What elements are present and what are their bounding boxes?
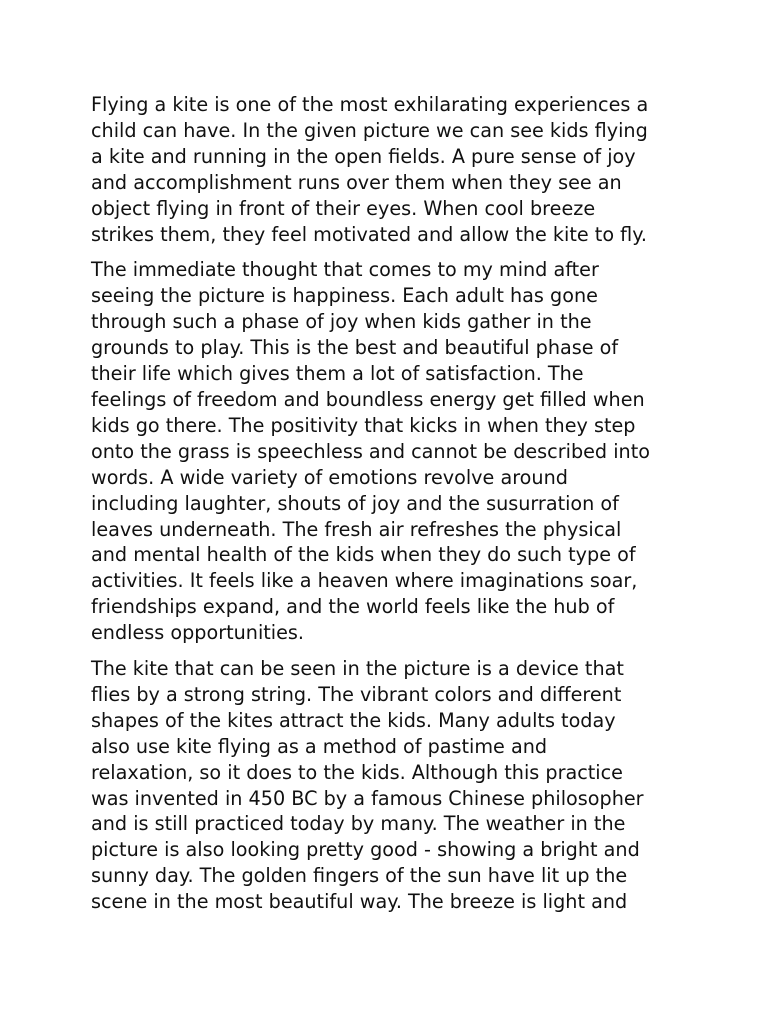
document-page xyxy=(91,92,691,925)
text-line: Flying a kite is one of the most exhilarating experiences a xyxy=(91,93,649,116)
text-line: and mental health of the kids when they do such type of xyxy=(91,543,636,567)
text-line: words. A wide variety of emotions revolve around xyxy=(91,465,568,489)
text-line: kids go there. The positivity that kicks in when they step xyxy=(91,413,636,437)
paragraph-2 xyxy=(91,257,691,646)
text-line: endless opportunities. xyxy=(91,621,305,645)
text-line: a kite and running in the open fields. A pure sense of joy xyxy=(91,144,636,168)
text-line: through such a phase of joy when kids gather in the xyxy=(91,310,592,334)
text-line: and accomplishment runs over them when they see an xyxy=(91,170,622,194)
text-line: flies by a strong string. The vibrant colors and different xyxy=(91,682,622,706)
text-line: scene in the most beautiful way. The breeze is light and xyxy=(91,890,628,914)
text-line: feelings of freedom and boundless energy get filled when xyxy=(91,387,645,411)
text-line: grounds to play. This is the best and beautiful phase of xyxy=(91,336,619,360)
text-line: including laughter, shouts of joy and the susurration of xyxy=(91,491,619,515)
text-line: object flying in front of their eyes. When cool breeze xyxy=(91,196,596,220)
text-line: seeing the picture is happiness. Each adult has gone xyxy=(91,284,598,308)
text-line: their life which gives them a lot of satisfaction. The xyxy=(91,362,584,386)
text-line: The kite that can be seen in the picture is a device that xyxy=(91,657,624,681)
paragraph-1 xyxy=(91,92,691,247)
text-line: relaxation, so it does to the kids. Although this practice xyxy=(91,760,623,784)
text-line: was invented in 450 BC by a famous Chinese philosopher xyxy=(91,786,644,810)
text-line: The immediate thought that comes to my mind after xyxy=(91,258,599,282)
text-line: leaves underneath. The fresh air refreshes the physical xyxy=(91,517,622,541)
text-line: sunny day. The golden fingers of the sun have lit up the xyxy=(91,864,628,888)
text-line: picture is also looking pretty good - showing a bright and xyxy=(91,838,640,862)
text-line: also use kite flying as a method of pastime and xyxy=(91,734,548,758)
text-line: activities. It feels like a heaven where imaginations soar, xyxy=(91,569,638,593)
paragraph-3 xyxy=(91,656,691,915)
text-line: shapes of the kites attract the kids. Many adults today xyxy=(91,708,616,732)
text-line: onto the grass is speechless and cannot be described into xyxy=(91,439,650,463)
text-line: and is still practiced today by many. The weather in the xyxy=(91,812,626,836)
text-line: friendships expand, and the world feels like the hub of xyxy=(91,595,615,619)
text-line: strikes them, they feel motivated and allow the kite to fly. xyxy=(91,222,647,246)
text-line: child can have. In the given picture we can see kids flying xyxy=(91,118,648,142)
